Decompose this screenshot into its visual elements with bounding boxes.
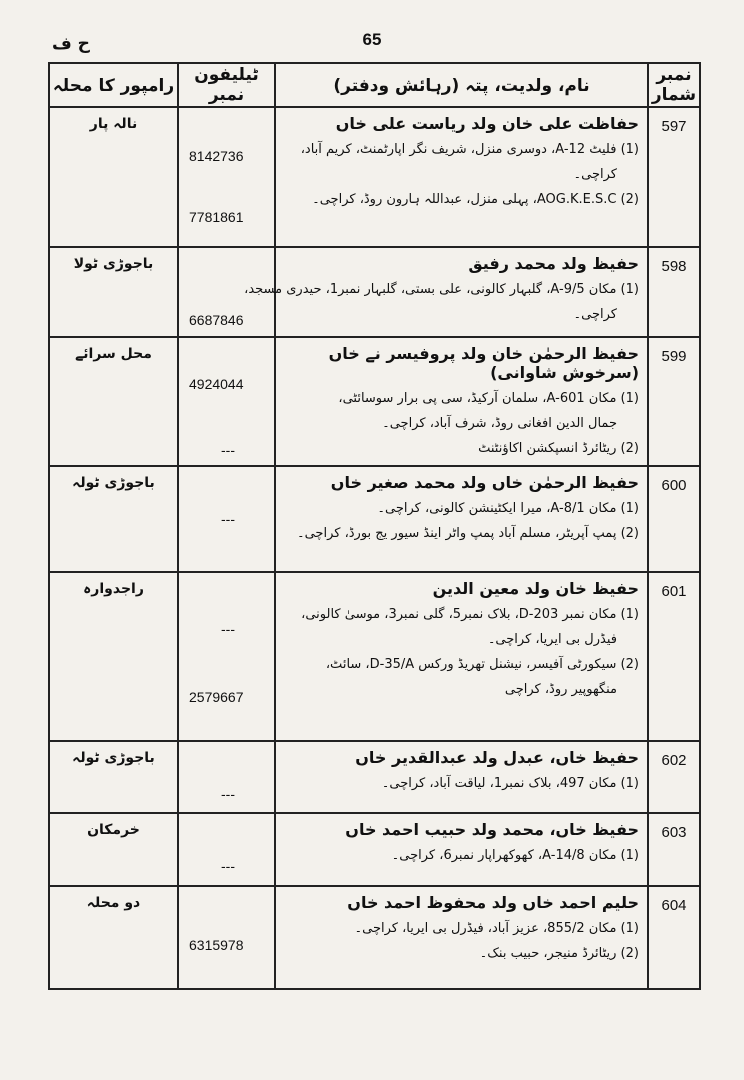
name-address-cell [275,813,648,886]
serial-cell: 601 [648,572,700,741]
table-row [49,813,700,886]
address-line: (2) پمپ آپریٹر، مسلم آباد پمپ واٹر اینڈ سیور یج بورڈ، کراچی۔ [296,526,639,541]
address-line: (1) مکان 497، بلاک نمبر1، لیاقت آباد، کراچی۔ [381,776,639,791]
address-line: کراچی۔ [573,167,617,182]
address-line: (1) مکان A-601، سلمان آرکیڈ، سی پی برار سوسائٹی، [338,391,639,406]
header-phone: ٹیلیفون نمبر [178,63,275,107]
table-row [49,466,700,572]
entry-name: حفیظ الرحمٰن خان ولد پروفیسر نے خاں (سرخوش شاوانی) [328,344,639,382]
address-line: (1) مکان نمبر D-203، بلاک نمبر5، گلی نمبر3، موسیٰ کالونی، [301,607,639,622]
directory-table [48,62,701,990]
phone-placeholder: --- [221,621,235,637]
mohalla-cell: محل سرائے [49,337,178,466]
phone-number: 2579667 [189,689,244,705]
phone-cell [178,813,275,886]
address-line: جمال الدین افغانی روڈ، شرف آباد، کراچی۔ [382,416,617,431]
table-row [49,572,700,741]
address-line: کراچی۔ [573,307,617,322]
entry-name: حفیظ خاں، عبدل ولد عبدالقدیر خاں [355,748,639,767]
phone-cell [178,886,275,989]
name-address-cell [275,337,648,466]
phone-cell [178,466,275,572]
phone-number: 4924044 [189,376,244,392]
name-address-cell [275,886,648,989]
address-line: (2) سیکورٹی آفیسر، نیشنل تھریڈ ورکس D-35/A، سائٹ، [325,657,639,672]
mohalla-cell: خرمکان [49,813,178,886]
address-line: منگھوپیر روڈ، کراچی [504,682,617,697]
entry-name: حفاظت علی خان ولد ریاست علی خاں [335,114,639,133]
name-address-cell [275,741,648,813]
address-line: (1) مکان A-9/5، گلبہار کالونی، علی بستی، گلبہار نمبر1، حیدری مسجد، [244,282,639,297]
mohalla-cell: باجوڑی ٹولہ [49,741,178,813]
serial-cell: 604 [648,886,700,989]
table-row [49,886,700,989]
address-line: فیڈرل بی ایریا، کراچی۔ [487,632,617,647]
entry-name: حلیم احمد خاں ولد محفوظ احمد خاں [347,893,639,912]
name-address-cell [244,247,648,337]
table-row [49,337,700,466]
phone-placeholder: --- [221,511,235,527]
address-line: (1) مکان 855/2، عزیز آباد، فیڈرل بی ایریا، کراچی۔ [354,921,639,936]
address-line: (1) مکان A-8/1، میرا ایکٹینشن کالونی، کراچی۔ [377,501,639,516]
table-row [49,247,700,337]
serial-cell: 600 [648,466,700,572]
header-row [49,63,700,107]
phone-placeholder: --- [221,858,235,874]
serial-cell: 602 [648,741,700,813]
mohalla-cell: دو محلہ [49,886,178,989]
phone-number: 6315978 [189,937,244,953]
header-serial: نمبر شمار [648,63,700,107]
mohalla-cell: باجوڑی ٹولہ [49,466,178,572]
address-line: (2) ریٹائرڈ انسپکشن اکاؤنٹنٹ [478,441,639,456]
entry-name: حفیظ ولد محمد رفیق [468,254,639,273]
header-mohalla: رامپور کا محلہ [49,63,178,107]
page-letter-mark: ح ف [52,34,90,54]
serial-cell: 603 [648,813,700,886]
phone-cell [178,247,275,337]
serial-cell: 598 [648,247,700,337]
name-address-cell [275,572,648,741]
phone-cell [178,572,275,741]
mohalla-cell: باجوڑی ٹولا [49,247,178,337]
mohalla-cell: نالہ پار [49,107,178,247]
entry-name: حفیظ الرحمٰن خاں ولد محمد صغیر خاں [330,473,639,492]
table-row [49,741,700,813]
name-address-cell [275,466,648,572]
mohalla-cell: راجدوارہ [49,572,178,741]
name-address-cell [275,107,648,247]
phone-number: 8142736 [189,148,244,164]
phone-placeholder: --- [221,786,235,802]
phone-cell [178,107,275,247]
serial-cell: 597 [648,107,700,247]
serial-cell: 599 [648,337,700,466]
header-name-address: نام، ولدیت، پتہ (رہائش ودفتر) [275,63,648,107]
phone-number: 6687846 [189,312,244,328]
address-line: (1) مکان A-14/8، کھوکھراپار نمبر6، کراچی۔ [391,848,639,863]
page-number: 65 [362,30,382,49]
table-row [49,107,700,247]
phone-placeholder: --- [221,442,235,458]
entry-name: حفیظ خان ولد معین الدین [432,579,639,598]
phone-cell [178,337,275,466]
phone-cell [178,741,275,813]
address-line: (2) ریٹائرڈ منیجر، حبیب بنک۔ [479,946,639,961]
entry-name: حفیظ خاں، محمد ولد حبیب احمد خاں [345,820,639,839]
phone-number: 7781861 [189,209,244,225]
address-line: (2) AOG.K.E.S.C، پہلی منزل، عبداللہ ہارون روڈ، کراچی۔ [312,192,639,207]
address-line: (1) فلیٹ A-12، دوسری منزل، شریف نگر اپارٹمنٹ، کریم آباد، [300,142,639,157]
